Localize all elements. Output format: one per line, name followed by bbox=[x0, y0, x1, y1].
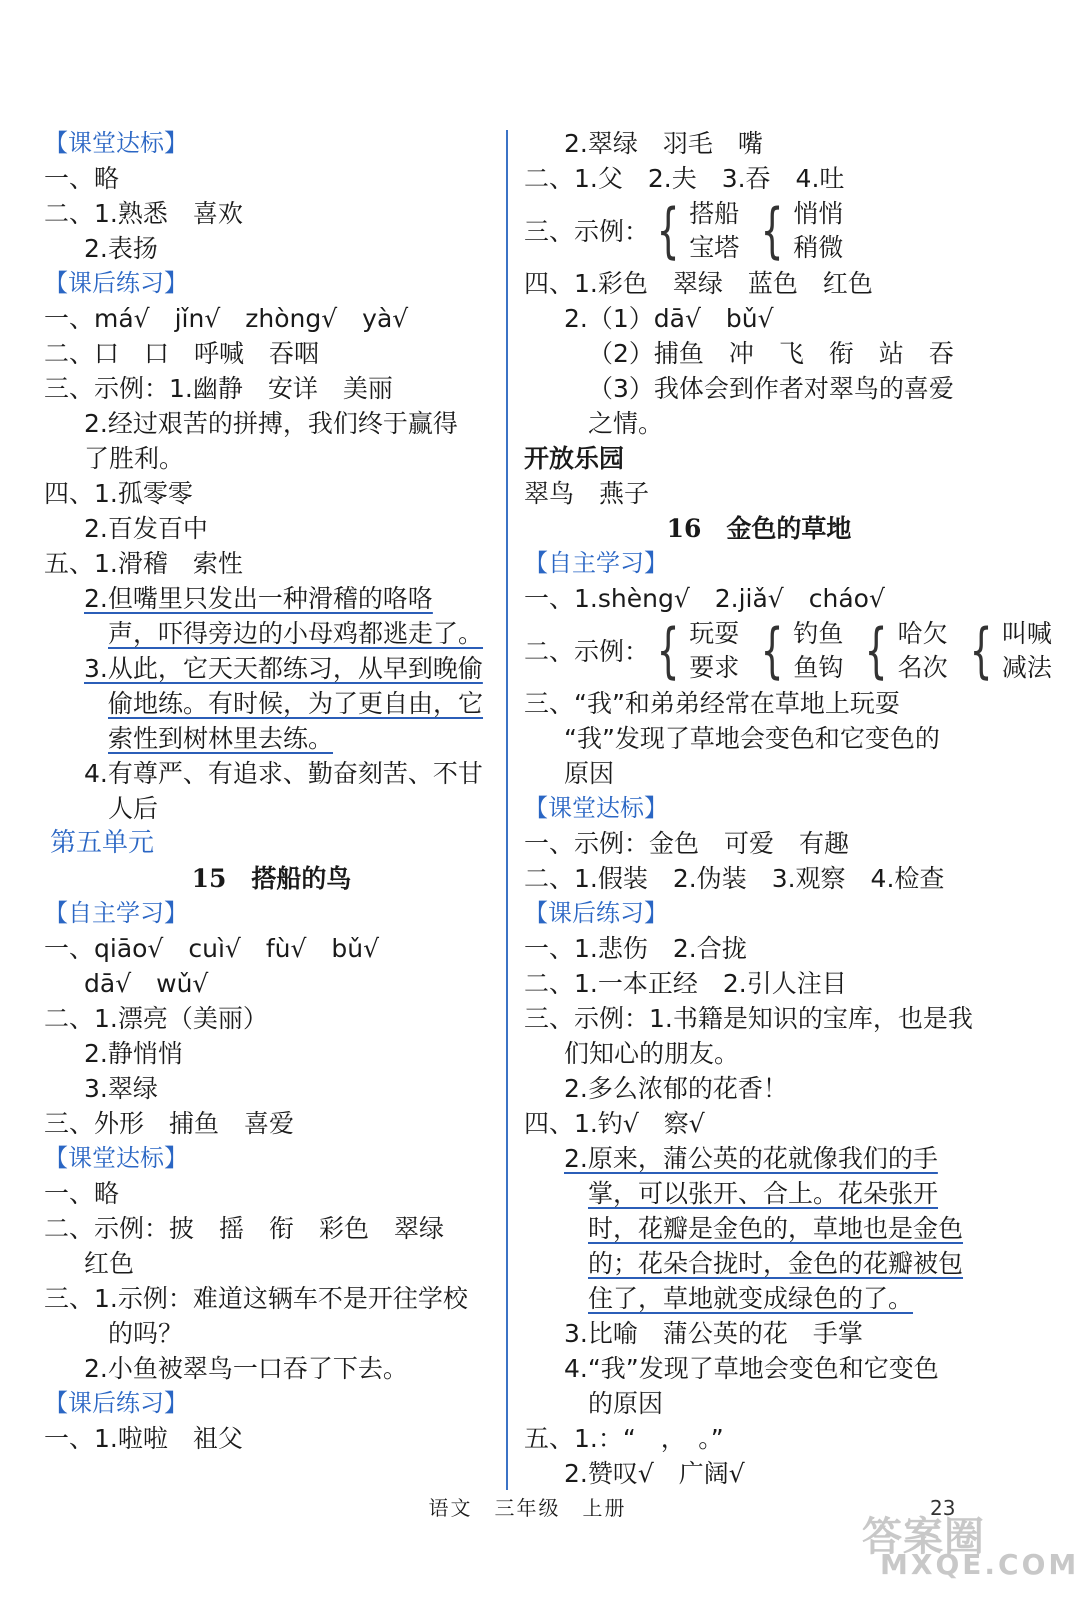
left-brace-icon: { bbox=[865, 616, 888, 686]
word-pair-stack bbox=[898, 617, 948, 685]
answer-line: 15 搭船的鸟 bbox=[191, 864, 352, 893]
answer-line: 2.翠绿 羽毛 嘴 bbox=[564, 129, 763, 158]
page-number: 23 bbox=[930, 1496, 956, 1520]
answer-line: （2）捕鱼 冲 飞 衔 站 吞 bbox=[588, 339, 954, 368]
answer-line: 住了，草地就变成绿色的了。 bbox=[588, 1284, 914, 1313]
answer-line: 一、略 bbox=[44, 164, 120, 193]
answer-line: 四、1.钓√ 察√ bbox=[524, 1109, 705, 1138]
answer-line: 三、示例：1.书籍是知识的宝库，也是我 bbox=[524, 1004, 973, 1033]
word-pair-stack bbox=[793, 617, 843, 685]
word-bottom: 宝塔 bbox=[689, 233, 740, 262]
answer-line: 四、1.彩色 翠绿 蓝色 红色 bbox=[524, 269, 873, 298]
answer-line: 2.原来，蒲公英的花就像我们的手 bbox=[564, 1144, 938, 1173]
answer-line: 人后 bbox=[108, 794, 159, 823]
answer-line: 红色 bbox=[84, 1249, 135, 1278]
answer-line: 二、1.假装 2.伪装 3.观察 4.检查 bbox=[524, 864, 945, 893]
watermark-url: MXQE.COM bbox=[880, 1548, 1079, 1581]
answer-line: 一、1.悲伤 2.合拢 bbox=[524, 934, 747, 963]
answer-line: 开放乐园 bbox=[524, 444, 625, 473]
answer-line: 二、1.漂亮（美丽） bbox=[44, 1004, 268, 1033]
word-pair-group bbox=[857, 617, 947, 685]
word-pair-group bbox=[649, 617, 739, 685]
answer-line: 二、1.熟悉 喜欢 bbox=[44, 199, 243, 228]
answer-line: 三、示例：1.幽静 安详 美丽 bbox=[44, 374, 393, 403]
word-pair-group bbox=[649, 197, 739, 265]
answer-line: 一、qiāo√ cuì√ fù√ bǔ√ bbox=[44, 934, 380, 963]
answer-line: 2.小鱼被翠鸟一口吞了下去。 bbox=[84, 1354, 408, 1383]
answer-line: 4.“我”发现了草地会变色和它变色 bbox=[564, 1354, 939, 1383]
answer-line: 一、má√ jǐn√ zhòng√ yà√ bbox=[44, 304, 409, 333]
answer-line: 三、1.示例：难道这辆车不是开往学校 bbox=[44, 1284, 468, 1313]
answer-line: 二、示例：披 摇 衔 彩色 翠绿 bbox=[44, 1214, 445, 1243]
word-top: 哈欠 bbox=[897, 619, 948, 648]
answer-line: 五、1.滑稽 索性 bbox=[44, 549, 243, 578]
word-pair-stack bbox=[793, 197, 843, 265]
answer-line: 2.静悄悄 bbox=[84, 1039, 183, 1068]
answer-line: 【自主学习】 bbox=[44, 899, 188, 927]
answer-line: 偷地练。有时候，为了更自由，它 bbox=[108, 689, 484, 718]
answer-line: 2.赞叹√ 广阔√ bbox=[564, 1459, 745, 1488]
brace-row-1-label: 三、示例： bbox=[524, 216, 650, 246]
answer-line: 掌，可以张开、合上。花朵张开 bbox=[588, 1179, 939, 1208]
column-divider bbox=[506, 130, 508, 1490]
answer-line: （3）我体会到作者对翠鸟的喜爱 bbox=[588, 374, 954, 403]
answer-line: 之情。 bbox=[588, 409, 664, 438]
answer-line: 3.比喻 蒲公英的花 手掌 bbox=[564, 1319, 863, 1348]
answer-line: 二、口 口 呼喊 吞咽 bbox=[44, 339, 320, 368]
answer-line: 一、1.shèng√ 2.jiǎ√ cháo√ bbox=[524, 584, 885, 613]
left-brace-icon: { bbox=[760, 616, 784, 686]
answer-line: 三、“我”和弟弟经常在草地上玩耍 bbox=[524, 689, 900, 718]
answer-line: 原因 bbox=[564, 759, 615, 788]
watermark-logo: 答案圈 bbox=[862, 1514, 985, 1560]
page-footer: 语文 三年级 上册 bbox=[428, 1496, 627, 1520]
word-pair-stack bbox=[689, 197, 739, 265]
answer-line: “我”发现了草地会变色和它变色的 bbox=[564, 724, 940, 753]
answer-line: 2.表扬 bbox=[84, 234, 158, 263]
word-pair-group bbox=[962, 617, 1052, 685]
answer-line: 声，吓得旁边的小母鸡都逃走了。 bbox=[108, 619, 484, 648]
answer-line: 4.有尊严、有追求、勤奋刻苦、不甘 bbox=[84, 759, 483, 788]
answer-line: 【课堂达标】 bbox=[44, 129, 188, 157]
brace-row-2-label: 二、示例： bbox=[524, 636, 650, 666]
word-top: 搭船 bbox=[689, 199, 740, 228]
answer-line: 2.经过艰苦的拼搏，我们终于赢得 bbox=[84, 409, 458, 438]
answer-line: 【自主学习】 bbox=[524, 549, 668, 577]
left-column bbox=[44, 126, 499, 1456]
answer-line: 3.翠绿 bbox=[84, 1074, 158, 1103]
answer-line: 二、1.父 2.夫 3.吞 4.吐 bbox=[524, 164, 845, 193]
word-bottom: 要求 bbox=[689, 653, 740, 682]
answer-line: 的原因 bbox=[588, 1389, 664, 1418]
answer-line: 【课后练习】 bbox=[44, 1389, 188, 1417]
answer-line: 的吗？ bbox=[108, 1319, 184, 1348]
word-bottom: 减法 bbox=[1001, 653, 1052, 682]
answer-line: 四、1.孤零零 bbox=[44, 479, 193, 508]
word-bottom: 稍微 bbox=[793, 233, 844, 262]
word-pair-stack bbox=[1002, 617, 1052, 685]
answer-line: 的；花朵合拢时，金色的花瓣被包 bbox=[588, 1249, 964, 1278]
answer-line: 3.从此，它天天都练习，从早到晚偷 bbox=[84, 654, 483, 683]
answer-line: 2.但嘴里只发出一种滑稽的咯咯 bbox=[84, 584, 433, 613]
answer-line: 【课堂达标】 bbox=[44, 1144, 188, 1172]
left-brace-icon: { bbox=[760, 196, 784, 266]
word-bottom: 鱼钩 bbox=[793, 653, 844, 682]
answer-line: 【课后练习】 bbox=[44, 269, 188, 297]
answer-line: 三、外形 捕鱼 喜爱 bbox=[44, 1109, 295, 1138]
left-brace-icon: { bbox=[656, 616, 680, 686]
word-pair-group bbox=[753, 617, 843, 685]
answer-line: 【课堂达标】 bbox=[524, 794, 668, 822]
word-bottom: 名次 bbox=[897, 653, 948, 682]
answer-line: 一、示例：金色 可爱 有趣 bbox=[524, 829, 850, 858]
right-column bbox=[524, 126, 1052, 1491]
word-top: 悄悄 bbox=[793, 199, 844, 228]
brace-row-1 bbox=[524, 196, 994, 266]
answer-line: dā√ wǔ√ bbox=[84, 969, 209, 998]
left-brace-icon: { bbox=[656, 196, 680, 266]
word-top: 叫喊 bbox=[1001, 619, 1052, 648]
left-brace-icon: { bbox=[969, 616, 993, 686]
word-top: 钓鱼 bbox=[793, 619, 844, 648]
answer-line: 【课后练习】 bbox=[524, 899, 668, 927]
brace-row-2 bbox=[524, 616, 1052, 686]
answer-line: 一、略 bbox=[44, 1179, 120, 1208]
answer-line: 16 金色的草地 bbox=[666, 514, 852, 543]
answer-line: 一、1.啦啦 祖父 bbox=[44, 1424, 243, 1453]
answer-line: 们知心的朋友。 bbox=[564, 1039, 740, 1068]
word-pair-stack bbox=[689, 617, 739, 685]
answer-line: 第五单元 bbox=[50, 828, 155, 858]
answer-line: 索性到树林里去练。 bbox=[108, 724, 334, 753]
answer-line: 时，花瓣是金色的，草地也是金色 bbox=[588, 1214, 964, 1243]
answer-line: 2.（1）dā√ bǔ√ bbox=[564, 304, 774, 333]
answer-line: 2.百发百中 bbox=[84, 514, 208, 543]
answer-line: 2.多么浓郁的花香！ bbox=[564, 1074, 788, 1103]
answer-line: 了胜利。 bbox=[84, 444, 185, 473]
word-top: 玩耍 bbox=[689, 619, 740, 648]
answer-line: 二、1.一本正经 2.引人注目 bbox=[524, 969, 847, 998]
word-pair-group bbox=[753, 197, 843, 265]
answer-line: 翠鸟 燕子 bbox=[524, 479, 650, 508]
answer-line: 五、1.：“ ， 。” bbox=[524, 1424, 724, 1453]
